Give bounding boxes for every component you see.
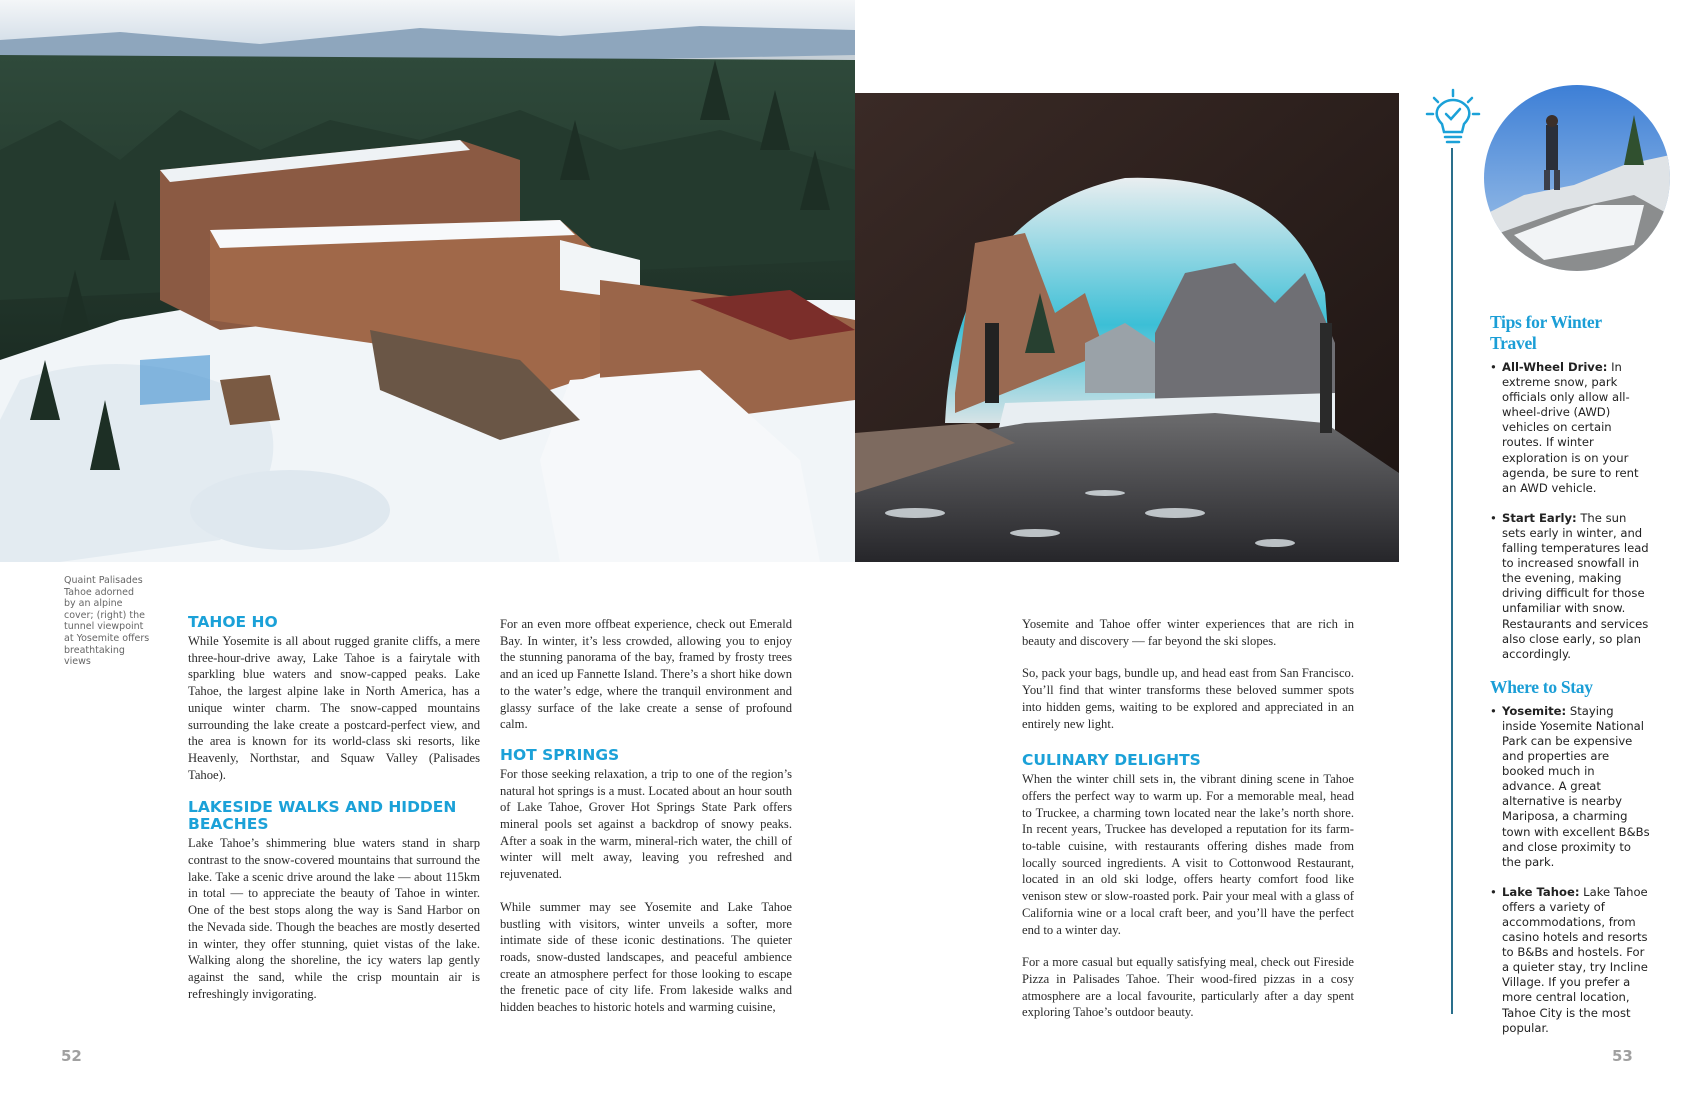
item-label: Lake Tahoe: bbox=[1502, 884, 1580, 899]
caption-line: cover; (right) the bbox=[64, 609, 145, 621]
list-item bbox=[1490, 360, 1650, 496]
heading-hot-springs: HOT SPRINGS bbox=[500, 745, 620, 764]
page-number-left: 52 bbox=[61, 1047, 82, 1065]
stay-list bbox=[1490, 704, 1650, 1036]
paragraph: When the winter chill sets in, the vibrant dining scene in Tahoe offers the perfect way to warm up. For a memorable meal, head to Truckee, a charming town located near the lake’s north shore. In recent years, Truckee has developed a reputation for its farm-to-table cuisine, with restaurants offering dishes made from locally sourced ingredients. A visit to Cottonwood Restaurant, located in an old ski lodge, offers hearty comfort food like venison stew or slow-roasted pork. Pair your meal with a glass of California wine or a local craft beer, and you’ll have the perfect end to a winter day. bbox=[1022, 772, 1354, 937]
hiker-circle-photo bbox=[1484, 85, 1670, 271]
paragraph: For a more casual but equally satisfying meal, check out Fireside Pizza in Palisades Tahoe. Their wood-fired pizzas in a cosy atmosphere are a local favourite, particularly after a day spent exploring Tahoe’s outdoor beauty. bbox=[1022, 955, 1354, 1020]
item-text: The sun sets early in winter, and falling temperatures lead to increased snowfall in the evening, making driving difficult for those unfamiliar with snow. Restaurants and services also close early, so plan accordingly. bbox=[1502, 510, 1649, 661]
item-label: All-Wheel Drive: bbox=[1502, 360, 1608, 374]
paragraph: Lake Tahoe’s shimmering blue waters stand in sharp contrast to the snow-covered mountains that surround the lake. Take a scenic drive around the lake — about 115km in total — to appreciate the beauty of Tahoe in winter. One of the best stops along the way is Sand Harbor on the Nevada side. Though the beaches are mostly deserted in winter, they offer stunning, quiet vistas of the lake. Walking along the shoreline, the icy waters lap gently against the sand, while the crisp mountain air is refreshingly invigorating. bbox=[188, 836, 480, 1001]
paragraph: For those seeking relaxation, a trip to one of the region’s natural hot springs is a must. Located about an hour south of Lake Tahoe, Grover Hot Springs State Park offers mineral pools set against a backdrop of snowy peaks. After a soak in the warm, mineral-rich water, the chill of winter will melt away, leaving you refreshed and rejuvenated. bbox=[500, 766, 792, 882]
list-item bbox=[1490, 511, 1650, 662]
paragraph: While summer may see Yosemite and Lake Tahoe bustling with visitors, winter unveils a softer, more intimate side of these iconic destinations. The quieter roads, snow-dusted landscapes, and peaceful ambience create an atmosphere perfect for those looking to escape the frenetic pace of city life. From lakeside walks and hidden beaches to historic hotels and warming cuisine, bbox=[500, 899, 792, 1015]
item-text: Staying inside Yosemite National Park can be expensive and properties are booked much in advance. A great alternative is nearby Mariposa, a charming town with excellent B&Bs and close proximity to the park. bbox=[1502, 703, 1650, 869]
resort-aerial-photo bbox=[0, 0, 855, 562]
caption-line: Quaint Palisades bbox=[64, 575, 143, 586]
caption-line: at Yosemite offers bbox=[64, 632, 150, 644]
list-item bbox=[1490, 704, 1650, 870]
article-column-2 bbox=[500, 616, 792, 1016]
paragraph: Yosemite and Tahoe offer winter experiences that are rich in beauty and discovery — far beyond the ski slopes. bbox=[1022, 617, 1354, 648]
paragraph: While Yosemite is all about rugged granite cliffs, a mere three-hour-drive away, Lake Tahoe is a fairytale with sparkling blue waters and snow-capped peaks. Lake Tahoe, the largest alpine lake in North America, has a unique winter charm. The snow-capped mountains surrounding the lake create a postcard-perfect view, and the area is known for its world-class ski resorts, like Heavenly, Northstar, and Squaw Valley (Palisades Tahoe). bbox=[188, 634, 480, 782]
sidebar-divider bbox=[1451, 148, 1453, 1014]
caption-line: tunnel viewpoint bbox=[64, 621, 144, 633]
caption-line: Tahoe adorned bbox=[64, 586, 135, 598]
caption-line: breathtaking views bbox=[64, 644, 125, 668]
lightbulb-icon bbox=[1424, 88, 1482, 150]
item-text: Lake Tahoe offers a variety of accommodations, from casino hotels and resorts to B&Bs and hostels. For a quieter stay, try Incline Village. If you prefer a more central location, Tahoe City is the most popular. bbox=[1502, 884, 1648, 1035]
paragraph: So, pack your bags, bundle up, and head east from San Francisco. You’ll find that winter transforms these beloved summer spots into hidden gems, waiting to be explored and appreciated in an entirely new light. bbox=[1022, 666, 1354, 731]
sidebar bbox=[1490, 312, 1650, 1051]
page-number-right: 53 bbox=[1612, 1047, 1633, 1065]
heading-tahoe-ho: TAHOE HO bbox=[188, 613, 278, 631]
tips-list bbox=[1490, 360, 1650, 662]
stay-title: Where to Stay bbox=[1490, 676, 1593, 697]
item-text: In extreme snow, park officials only allow all-wheel-drive (AWD) vehicles on certain routes. If winter exploration is on your agenda, be sure to rent an AWD vehicle. bbox=[1502, 360, 1639, 495]
list-item bbox=[1490, 885, 1650, 1036]
paragraph: For an even more offbeat experience, check out Emerald Bay. In winter, it’s less crowded, allowing you to enjoy the stunning panorama of the bay, framed by frosty trees and an iced up Fannette Island. There’s a short hike down to the water’s edge, where the tranquil environment and glassy surface of the lake create a sense of profound calm. bbox=[500, 617, 792, 732]
article-column-3 bbox=[1022, 616, 1354, 1021]
item-label: Start Early: bbox=[1502, 510, 1577, 525]
heading-lakeside-walks: LAKESIDE WALKS AND HIDDEN BEACHES bbox=[188, 798, 457, 834]
photo-caption bbox=[64, 575, 154, 668]
item-label: Yosemite: bbox=[1502, 703, 1567, 718]
tunnel-view-photo bbox=[855, 93, 1399, 562]
article-column-1 bbox=[188, 614, 480, 1002]
tips-title: Tips for Winter Travel bbox=[1490, 312, 1602, 353]
caption-line: by an alpine bbox=[64, 598, 123, 610]
heading-culinary-delights: CULINARY DELIGHTS bbox=[1022, 751, 1201, 770]
